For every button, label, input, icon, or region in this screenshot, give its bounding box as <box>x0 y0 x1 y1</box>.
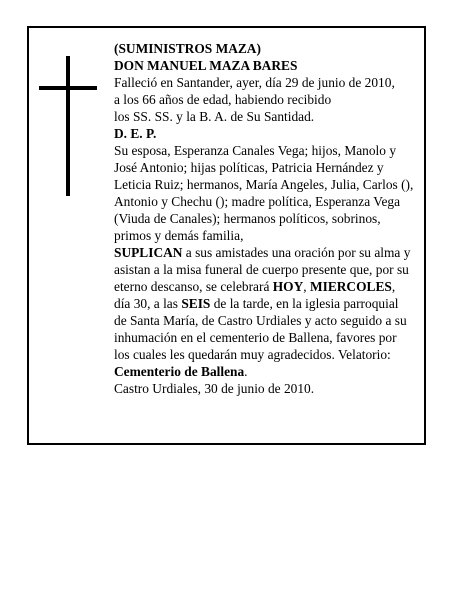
request-text-4: de la tarde, en la iglesia parroquial de Santa María, de Castro Urdiales y acto seguido a su inhumación en el cementerio de Ballena, favores por los cuales les quedarán muy agradecidos. Velatorio: <box>114 296 407 362</box>
death-line-2: a los 66 años de edad, habiendo recibido <box>114 92 332 107</box>
cross-vertical-bar <box>66 56 70 196</box>
obituary-notice <box>27 26 426 445</box>
wake-location: Cementerio de Ballena <box>114 364 245 379</box>
weekday-word: MIERCOLES <box>309 279 392 294</box>
death-line-1: Falleció en Santander, ayer, día 29 de junio de 2010, <box>114 75 395 90</box>
notice-text <box>114 40 414 397</box>
request-text-3: , día 30, a las <box>114 279 396 311</box>
place-date: Castro Urdiales, 30 de junio de 2010. <box>114 381 315 396</box>
cross-icon <box>39 56 97 196</box>
seis-word: SEIS <box>181 296 211 311</box>
wake-period: . <box>244 364 248 379</box>
company-name: (SUMINISTROS MAZA) <box>114 41 261 56</box>
hoy-word: HOY <box>272 279 304 294</box>
request-text-1: a sus amistades una oración por su alma y asistan a la misa funeral de cuerpo presente que, por su eterno descanso, se celebrará <box>114 245 411 294</box>
request-text-2: , <box>303 279 310 294</box>
deceased-name: DON MANUEL MAZA BARES <box>114 58 298 73</box>
death-line-3: los SS. SS. y la B. A. de Su Santidad. <box>114 109 315 124</box>
request-paragraph <box>114 244 414 363</box>
dep-line: D. E. P. <box>114 126 157 141</box>
cross-horizontal-bar <box>39 86 97 90</box>
suplican-word: SUPLICAN <box>114 245 183 260</box>
family-paragraph: Su esposa, Esperanza Canales Vega; hijos, Manolo y José Antonio; hijas políticas, Patricia Hernández y Leticia Ruiz; hermanos, María Angeles, Julia, Carlos (), Antonio y Chechu (); madre política, Esperanza Vega (Viuda de Canales); hermanos políticos, sobrinos, primos y demás familia, <box>114 143 414 243</box>
wake-line <box>114 363 414 380</box>
